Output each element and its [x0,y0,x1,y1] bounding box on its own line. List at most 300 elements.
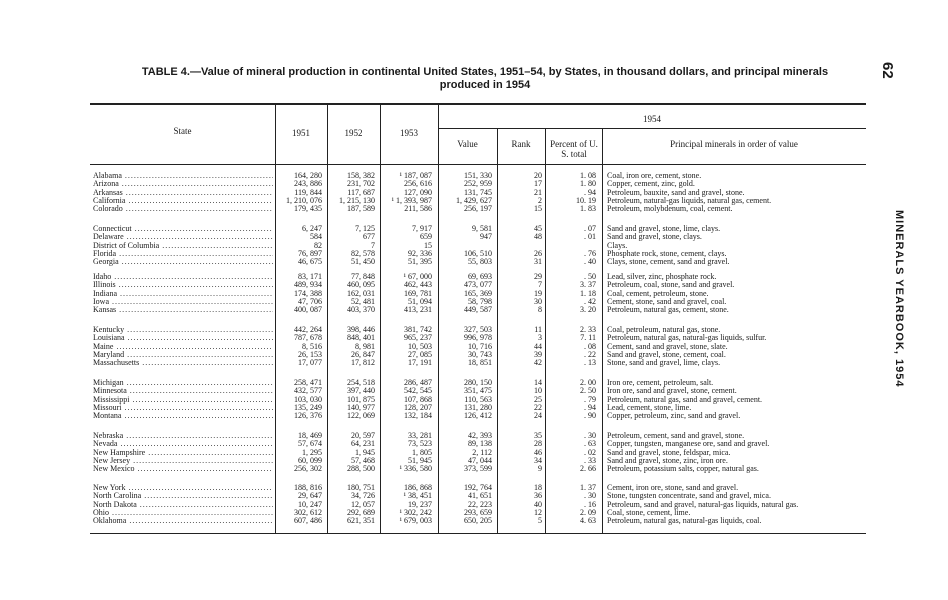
cell-y51: 442, 264 [294,325,322,334]
header-1953: 1953 [400,128,418,138]
header-bottom-rule [90,164,866,165]
cell-rank: 29 [534,272,542,281]
cell-y51: 60, 099 [298,455,322,465]
cell-y52: 51, 450 [351,257,375,267]
header-value: Value [457,139,478,149]
cell-state: Illinois ..... [93,281,273,289]
table-row [0,412,880,420]
cell-y52: 122, 069 [347,411,375,421]
cell-y52: 57, 468 [351,455,375,465]
cell-val: 650, 205 [464,516,492,526]
cell-y53: 132, 184 [404,411,432,421]
cell-y52: 117, 687 [347,187,375,197]
cell-state: Kansas ..... [93,306,273,314]
table-row [0,351,880,359]
cell-min: Petroleum, cement, sand and gravel, stone. [607,431,745,440]
cell-min: Stone, tungsten concentrate, sand and gravel, mica. [607,491,771,501]
cell-min: Petroleum, natural gas, natural-gas liquids, sulfur. [607,333,767,343]
cell-y53: 15 [424,240,432,250]
cell-y53: 27, 085 [408,349,432,359]
cell-val: 89, 138 [468,439,492,449]
cell-state: District of Columbia ..... [93,242,273,250]
cell-pct: . 94 [584,187,596,197]
cell-state: California ..... [93,197,273,205]
cell-min: Lead, cement, stone, lime. [607,402,692,412]
cell-pct: . 08 [584,341,596,351]
cell-val: 22, 223 [468,499,492,509]
cell-pct: 7. 11 [580,333,596,343]
cell-val: 18, 851 [468,358,492,368]
cell-y51: 135, 249 [294,402,322,412]
table-row [0,449,880,457]
cell-min: Petroleum, natural-gas liquids, natural gas, cement. [607,195,772,205]
cell-y53: 33, 281 [408,431,432,440]
cell-y51: 489, 934 [294,280,322,290]
cell-y53: 19, 237 [408,499,432,509]
cell-rank: 40 [534,499,542,509]
cell-y51: 607, 486 [294,516,322,526]
cell-y52: 677 [363,232,375,242]
cell-y53: 7, 917 [412,224,432,233]
cell-val: 293, 659 [464,507,492,517]
cell-y52: 180, 751 [347,483,375,492]
cell-state: Massachusetts ..... [93,359,273,367]
cell-y52: 292, 689 [347,507,375,517]
cell-state: Montana ..... [93,412,273,420]
header-1951: 1951 [292,128,310,138]
cell-state: Maine ..... [93,343,273,351]
cell-rank: 8 [538,305,542,315]
cell-y51: 1, 295 [302,447,322,457]
table-row [0,205,880,213]
cell-y53: 51, 395 [408,257,432,267]
cell-pct: 3. 20 [580,305,596,315]
cell-y51: 432, 577 [294,386,322,396]
cell-state: Missouri ..... [93,404,273,412]
cell-min: Iron ore, sand and gravel, stone, cement. [607,386,737,396]
cell-y53: ¹ 302, 242 [399,507,432,517]
cell-pct: . 76 [584,248,596,258]
table-row [0,359,880,367]
cell-y52: 398, 446 [347,325,375,334]
cell-state: Iowa ..... [93,298,273,306]
cell-min: Petroleum, natural gas, natural-gas liquids, coal. [607,516,762,526]
cell-rank: 14 [534,378,542,387]
cell-state: Louisiana ..... [93,334,273,342]
table-row [0,343,880,351]
cell-val: 1, 429, 627 [456,195,492,205]
cell-min: Coal, petroleum, natural gas, stone. [607,325,721,334]
cell-val: 947 [480,232,492,242]
cell-state: Arizona ..... [93,180,273,188]
cell-pct: . 02 [584,447,596,457]
cell-rank: 3 [538,333,542,343]
cell-y51: 47, 706 [298,296,322,306]
cell-min: Sand and gravel, stone, zinc, iron ore. [607,455,728,465]
table-row [0,290,880,298]
cell-min: Sand and gravel, stone, cement, coal. [607,349,726,359]
cell-rank: 9 [538,464,542,474]
cell-y53: 169, 781 [404,288,432,298]
cell-y52: 64, 231 [351,439,375,449]
cell-min: Petroleum, molybdenum, coal, cement. [607,204,733,214]
cell-y51: 57, 674 [298,439,322,449]
cell-state: Connecticut ..... [93,225,273,233]
cell-y52: 403, 370 [347,305,375,315]
cell-val: 131, 745 [464,187,492,197]
cell-state: New Mexico ..... [93,465,273,473]
table-row [0,273,880,281]
cell-pct: . 22 [584,349,596,359]
cell-y52: 26, 847 [351,349,375,359]
cell-state: Mississippi ..... [93,396,273,404]
cell-val: 473, 077 [464,280,492,290]
cell-rank: 12 [534,507,542,517]
cell-y51: 302, 612 [294,507,322,517]
cell-state: North Dakota ..... [93,501,273,509]
cell-y52: 82, 578 [351,248,375,258]
cell-y53: 92, 336 [408,248,432,258]
cell-y53: 127, 090 [404,187,432,197]
cell-val: 449, 587 [464,305,492,315]
cell-y52: 187, 589 [347,204,375,214]
cell-y51: 243, 886 [294,179,322,189]
cell-y53: ¹ 1, 393, 987 [391,195,432,205]
table-row [0,225,880,233]
cell-val: 106, 510 [464,248,492,258]
cell-rank: 24 [534,411,542,421]
cell-y53: 659 [420,232,432,242]
cell-val: 126, 412 [464,411,492,421]
cell-min: Petroleum, natural gas, sand and gravel, cement. [607,394,763,404]
cell-y51: 10, 247 [298,499,322,509]
table-row [0,197,880,205]
header-rank: Rank [511,139,531,149]
cell-y51: 46, 675 [298,257,322,267]
cell-y53: 286, 487 [404,378,432,387]
cell-state: Oklahoma ..... [93,517,273,525]
cell-y52: 162, 031 [347,288,375,298]
cell-y52: 34, 726 [351,491,375,501]
cell-min: Cement, sand and gravel, stone, slate. [607,341,728,351]
cell-pct: . 16 [584,499,596,509]
cell-y52: 17, 812 [351,358,375,368]
running-head: MINERALS YEARBOOK, 1954 [893,210,905,388]
cell-pct: 1. 37 [580,483,596,492]
cell-rank: 7 [538,280,542,290]
cell-rank: 20 [534,171,542,180]
cell-y52: 140, 977 [347,402,375,412]
cell-y53: 51, 094 [408,296,432,306]
cell-y52: 52, 481 [351,296,375,306]
cell-val: 2, 112 [472,447,492,457]
cell-y53: 381, 742 [404,325,432,334]
cell-val: 327, 503 [464,325,492,334]
table-title-line1: TABLE 4.—Value of mineral production in continental United States, 1951–54, by States, in thousand dollars, and principal minerals [141,66,829,78]
cell-y51: 584 [310,232,322,242]
cell-pct: 2. 33 [580,325,596,334]
cell-min: Petroleum, coal, stone, sand and gravel. [607,280,735,290]
cell-rank: 31 [534,257,542,267]
cell-val: 280, 150 [464,378,492,387]
header-1952: 1952 [344,128,363,138]
cell-y52: 288, 500 [347,464,375,474]
cell-min: Coal, stone, cement, lime. [607,507,691,517]
cell-y51: 164, 280 [294,171,322,180]
table-row [0,258,880,266]
cell-y52: 460, 095 [347,280,375,290]
cell-pct: 2. 09 [580,507,596,517]
cell-y53: ¹ 38, 451 [403,491,432,501]
cell-val: 256, 197 [464,204,492,214]
table-row [0,404,880,412]
cell-pct: 1. 80 [580,179,596,189]
cell-y52: 101, 875 [347,394,375,404]
page-number: 62 [879,62,896,79]
cell-pct: 2. 50 [580,386,596,396]
cell-val: 10, 716 [468,341,492,351]
table-row [0,465,880,473]
cell-state: Alabama ..... [93,172,273,180]
table-row [0,379,880,387]
cell-y53: 51, 945 [408,455,432,465]
cell-y51: 18, 469 [298,431,322,440]
cell-pct: 1. 18 [580,288,596,298]
cell-rank: 10 [534,386,542,396]
cell-pct: . 01 [584,232,596,242]
cell-y53: ¹ 336, 580 [399,464,432,474]
cell-state: Delaware ..... [93,233,273,241]
cell-y52: 7, 125 [355,224,375,233]
table-title-line2: produced in 1954 [439,79,531,91]
cell-rank: 26 [534,248,542,258]
cell-min: Petroleum, natural gas, cement, stone. [607,305,729,315]
cell-pct: 10. 19 [576,195,596,205]
cell-y51: 8, 516 [302,341,322,351]
cell-y51: 1, 210, 076 [286,195,322,205]
cell-y51: 17, 077 [298,358,322,368]
cell-pct: . 94 [584,402,596,412]
cell-min: Lead, silver, zinc, phosphate rock. [607,272,717,281]
cell-y53: ¹ 67, 000 [403,272,432,281]
cell-state: Georgia ..... [93,258,273,266]
cell-rank: 18 [534,483,542,492]
cell-y51: 76, 897 [298,248,322,258]
cell-rank: 34 [534,455,542,465]
cell-min: Sand and gravel, stone, lime, clays. [607,224,721,233]
cell-y52: 12, 057 [351,499,375,509]
table-row [0,233,880,241]
cell-y52: 158, 382 [347,171,375,180]
table-row [0,180,880,188]
cell-min: Iron ore, cement, petroleum, salt. [607,378,714,387]
cell-val: 9, 581 [472,224,492,233]
cell-y52: 848, 401 [347,333,375,343]
cell-min: Clays, stone, cement, sand and gravel. [607,257,730,267]
cell-pct: 1. 83 [580,204,596,214]
cell-val: 373, 599 [464,464,492,474]
cell-rank: 45 [534,224,542,233]
cell-y52: 7 [371,240,375,250]
cell-min: Coal, cement, petroleum, stone. [607,288,709,298]
cell-val: 165, 369 [464,288,492,298]
cell-val: 58, 798 [468,296,492,306]
cell-y52: 20, 597 [351,431,375,440]
cell-y53: 413, 231 [404,305,432,315]
cell-val: 131, 280 [464,402,492,412]
cell-min: Copper, petroleum, zinc, sand and gravel. [607,411,741,421]
cell-min: Coal, iron ore, cement, stone. [607,171,702,180]
header-state: State [173,126,192,136]
table-row [0,306,880,314]
cell-rank: 25 [534,394,542,404]
cell-val: 151, 330 [464,171,492,180]
cell-state: New Jersey ..... [93,457,273,465]
cell-pct: 2. 00 [580,378,596,387]
cell-min: Sand and gravel, stone, clays. [607,232,702,242]
cell-val: 996, 978 [464,333,492,343]
cell-pct: 2. 66 [580,464,596,474]
cell-pct: . 50 [584,272,596,281]
table-row [0,172,880,180]
cell-y52: 1, 945 [355,447,375,457]
cell-val: 42, 393 [468,431,492,440]
cell-min: Petroleum, bauxite, sand and gravel, stone. [607,187,745,197]
cell-pct: . 07 [584,224,596,233]
cell-state: Maryland ..... [93,351,273,359]
cell-val: 69, 693 [468,272,492,281]
cell-y51: 83, 171 [298,272,322,281]
cell-y53: 256, 616 [404,179,432,189]
cell-min: Stone, sand and gravel, lime, clays. [607,358,721,368]
cell-state: Kentucky ..... [93,326,273,334]
cell-rank: 22 [534,402,542,412]
cell-y53: 128, 207 [404,402,432,412]
cell-rank: 5 [538,516,542,526]
cell-y53: 73, 523 [408,439,432,449]
cell-y51: 126, 376 [294,411,322,421]
cell-rank: 36 [534,491,542,501]
cell-rank: 48 [534,232,542,242]
cell-y53: 1, 805 [412,447,432,457]
cell-y52: 231, 702 [347,179,375,189]
cell-state: Colorado ..... [93,205,273,213]
cell-y53: 462, 443 [404,280,432,290]
cell-y51: 6, 247 [302,224,322,233]
cell-rank: 11 [534,325,542,334]
cell-pct: . 30 [584,491,596,501]
cell-y52: 621, 351 [347,516,375,526]
cell-val: 192, 764 [464,483,492,492]
cell-val: 351, 475 [464,386,492,396]
cell-pct: . 33 [584,455,596,465]
cell-rank: 17 [534,179,542,189]
cell-min: Clays. [607,240,628,250]
cell-state: Ohio ..... [93,509,273,517]
cell-rank: 2 [538,195,542,205]
cell-rank: 21 [534,187,542,197]
cell-state: Arkansas ..... [93,189,273,197]
cell-y53: ¹ 679, 003 [399,516,432,526]
cell-rank: 28 [534,439,542,449]
cell-state: New Hampshire ..... [93,449,273,457]
cell-y51: 179, 435 [294,204,322,214]
header-1954-rule [438,128,866,129]
cell-rank: 39 [534,349,542,359]
cell-state: North Carolina ..... [93,492,273,500]
cell-min: Petroleum, sand and gravel, natural-gas liquids, natural gas. [607,499,799,509]
table-row [0,334,880,342]
cell-val: 41, 651 [468,491,492,501]
cell-pct: . 30 [584,431,596,440]
cell-pct: . 42 [584,296,596,306]
cell-pct: 1. 08 [580,171,596,180]
header-top-rule [90,103,866,105]
table-row [0,250,880,258]
cell-y51: 26, 153 [298,349,322,359]
cell-y51: 256, 302 [294,464,322,474]
cell-rank: 42 [534,358,542,368]
cell-y51: 174, 388 [294,288,322,298]
table-row [0,501,880,509]
cell-y52: 254, 518 [347,378,375,387]
cell-val: 252, 959 [464,179,492,189]
cell-y53: ¹ 187, 087 [399,171,432,180]
table-bottom-rule [90,533,866,534]
cell-state: Michigan ..... [93,379,273,387]
cell-pct: 4. 63 [580,516,596,526]
table-row [0,396,880,404]
cell-pct: . 79 [584,394,596,404]
cell-pct: . 13 [584,358,596,368]
cell-pct: . 90 [584,411,596,421]
cell-state: New York ..... [93,484,273,492]
cell-val: 47, 044 [468,455,492,465]
cell-y52: 8, 981 [355,341,375,351]
header-percent: Percent of U. S. total [550,139,598,159]
cell-state: Minnesota ..... [93,387,273,395]
table-row [0,298,880,306]
header-minerals: Principal minerals in order of value [670,139,798,149]
cell-y51: 29, 647 [298,491,322,501]
table-row [0,440,880,448]
cell-min: Sand and gravel, stone, feldspar, mica. [607,447,731,457]
table-title [95,66,875,92]
cell-val: 55, 803 [468,257,492,267]
table-row [0,281,880,289]
header-1954: 1954 [643,114,661,124]
cell-y51: 400, 087 [294,305,322,315]
cell-rank: 19 [534,288,542,298]
table-row [0,517,880,525]
cell-y53: 186, 868 [404,483,432,492]
cell-y51: 119, 844 [294,187,322,197]
cell-state: Indiana ..... [93,290,273,298]
table-row [0,242,880,250]
cell-pct: . 40 [584,257,596,267]
cell-state: Idaho ..... [93,273,273,281]
cell-y53: 965, 237 [404,333,432,343]
cell-y51: 82 [314,240,322,250]
cell-min: Cement, iron ore, stone, sand and gravel. [607,483,739,492]
cell-rank: 35 [534,431,542,440]
cell-y51: 787, 678 [294,333,322,343]
cell-min: Petroleum, potassium salts, copper, natural gas. [607,464,759,474]
cell-state: Nebraska ..... [93,432,273,440]
cell-val: 30, 743 [468,349,492,359]
cell-y51: 103, 030 [294,394,322,404]
cell-y53: 107, 868 [404,394,432,404]
